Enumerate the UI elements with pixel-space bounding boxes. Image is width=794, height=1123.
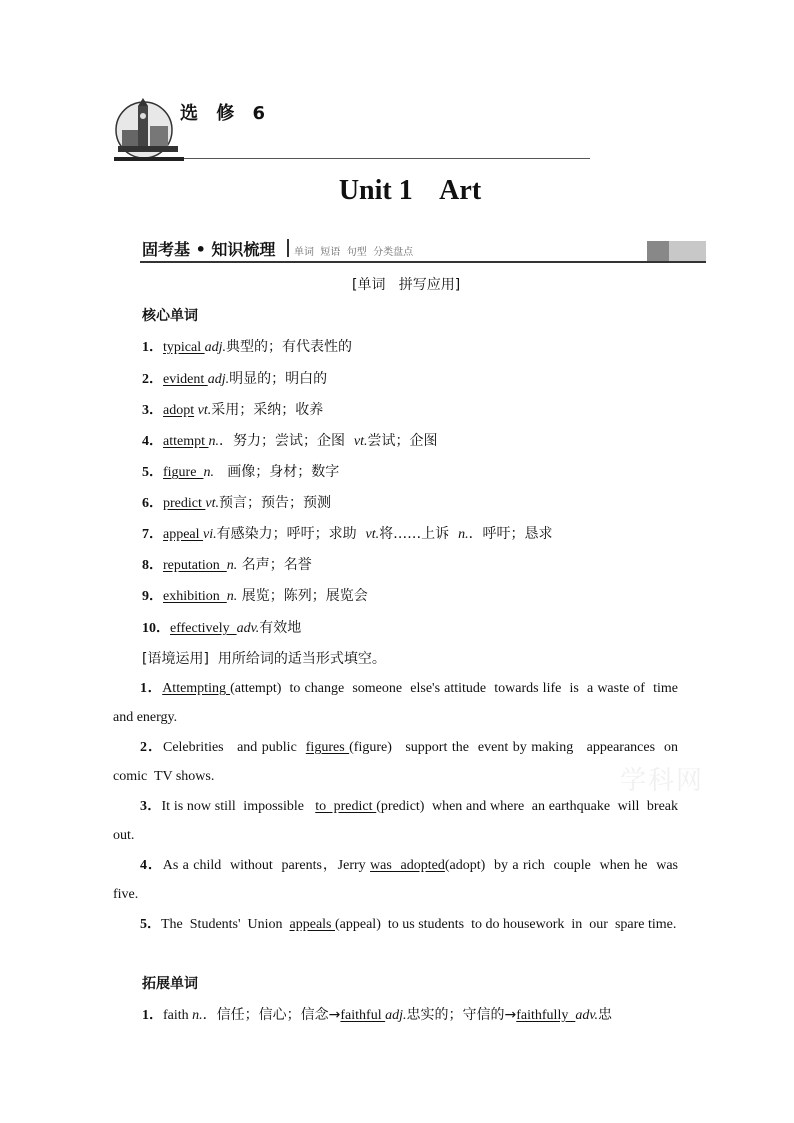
meaning: 典型的；有代表性的 [226,339,352,355]
sentence-text: (adopt) by a rich couple when he was five. [113,858,682,902]
meaning: 有感染力；呼吁；求助 [216,526,366,542]
item-number: 4． [140,858,163,873]
sentence-text: (figure) support the event by making appearances on comic TV shows. [113,740,682,784]
item-number: 8． [142,558,163,573]
book-label: 选 修 6 [180,103,272,124]
answer-word: faithful [340,1008,386,1023]
watermark: 学科网 [620,766,705,796]
sentence-text: (attempt) to change someone else's attitude towards life is a waste of time and energy. [113,681,686,725]
extended-words-heading: 拓展单词 [142,976,198,992]
part-of-speech: adj. [204,340,226,355]
item-number: 7． [142,527,163,542]
subsection-label: [单词 拼写应用] [352,277,461,293]
sentence-text: It is now still impossible [161,799,316,814]
meaning: 展览；陈列；展览会 [237,588,368,604]
item-number: 9． [142,589,163,604]
part-of-speech: vt. [194,403,212,418]
answer-word: effectively [170,621,237,636]
section-title: 固考基 • 知识梳理 [142,240,276,259]
sentence-text: The Students' Union [161,917,290,932]
big-ben-logo [114,96,186,162]
part-of-speech: n. [203,465,214,480]
part-of-speech: vt. [353,434,368,449]
part-of-speech: n. [226,589,238,604]
core-word-item [142,554,312,574]
context-instruction: 用所给词的适当形式填空。 [208,651,386,667]
meaning: 有效地 [259,620,302,636]
core-word-item [142,523,553,543]
answer-word: to predict [315,799,377,814]
meaning: ．努力；尝试；企图 [219,433,354,449]
answer-word: figures [305,740,350,755]
core-word-item [142,461,339,481]
section-bar-block-light [669,241,706,261]
section-separator [287,239,289,257]
answer-word: appeal [163,527,204,542]
core-word-item [142,336,352,356]
meaning: 将……上诉 [379,526,459,542]
part-of-speech: vt. [365,527,380,542]
part-of-speech: n. [208,434,219,449]
core-word-item [142,399,323,419]
answer-word: adopt [163,403,195,418]
sentence-text: Celebrities and public [162,740,306,755]
answer-word: typical [163,340,205,355]
part-of-speech: adv. [236,621,260,636]
item-number: 2． [142,372,163,387]
item-number: 3． [142,403,163,418]
meaning: 名声；名誉 [237,557,312,573]
answer-word: predict [163,496,206,511]
sentence-text: As a child without parents，Jerry [162,858,371,873]
part-of-speech: vt. [205,496,219,511]
part-of-speech: n. [458,527,469,542]
section-bar-block-dark [647,241,669,261]
answer-word: reputation [163,558,227,573]
context-label: [语境运用] [142,651,209,667]
part-of-speech: n. [192,1008,203,1023]
answer-word: exhibition [163,589,227,604]
core-word-item [142,585,368,605]
item-number: 5． [142,465,163,480]
item-number: 2． [140,740,163,755]
core-word-item [142,430,438,450]
item-number: 10． [142,621,170,636]
meaning: 忠实的；守信的→ [406,1007,517,1023]
exercise-item [113,851,682,909]
unit-title: Unit 1 Art [338,175,482,206]
item-number: 5． [140,917,161,932]
section-subtitle: 单词 短语 句型 分类盘点 [294,247,414,258]
meaning: 采用；采纳；收养 [211,402,324,418]
core-word-item [142,368,327,388]
core-word-item [142,492,331,512]
answer-word: figure [163,465,204,480]
item-number: 3． [140,799,162,814]
exercise-item [113,733,682,791]
meaning: 明显的；明白的 [229,371,328,387]
header-divider [114,158,590,159]
core-word-item [142,617,301,637]
part-of-speech: n. [226,558,238,573]
exercise-item [113,910,678,939]
context-heading [142,648,386,668]
answer-word: Attempting [162,681,231,696]
item-number: 1． [142,1008,163,1023]
exercise-item [113,674,686,732]
sentence-text: (predict) when and where an earthquake will break out. [113,799,685,843]
part-of-speech: adj. [385,1008,407,1023]
answer-word: faithfully [516,1008,576,1023]
section-underline [140,261,706,263]
meaning: 尝试；企图 [367,433,438,449]
meaning: 忠 [598,1007,613,1023]
item-number: 6． [142,496,163,511]
sentence-text: (appeal) to us students to do housework in our spare time. [335,917,677,932]
item-number: 4． [142,434,163,449]
meaning: ．呼吁；恳求 [468,526,553,542]
exercise-item [113,792,685,850]
meaning: 画像；身材；数字 [213,464,340,480]
item-number: 1． [142,340,163,355]
extended-word-item [142,1004,612,1024]
answer-word: attempt [163,434,209,449]
item-number: 1． [140,681,163,696]
part-of-speech: vi. [203,527,217,542]
meaning: 预言；预告；预测 [218,495,331,511]
meaning: ．信任；信心；信念→ [202,1007,341,1023]
answer-word: evident [163,372,208,387]
part-of-speech: adv. [575,1008,599,1023]
part-of-speech: adj. [207,372,230,387]
answer-word: was adopted [370,858,445,873]
base-word: faith [163,1008,193,1023]
header-divider-accent [114,157,184,161]
core-words-heading: 核心单词 [142,308,198,324]
answer-word: appeals [289,917,335,932]
